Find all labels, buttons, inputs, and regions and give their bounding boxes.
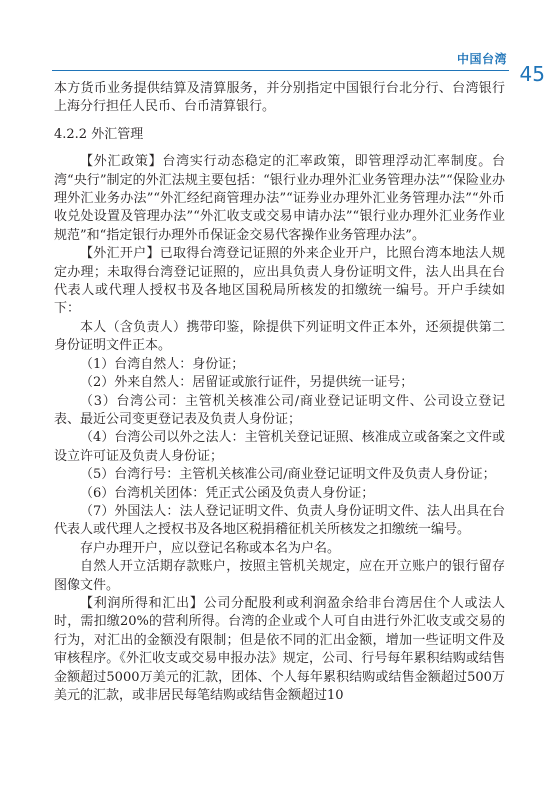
list-item: （7）外国法人：法人登记证明文件、负责人身份证明文件、法人出具在台代表人或代理人之授权书及各地区税捐稽征机关所核发之扣缴统一编号。 <box>54 503 505 538</box>
deposit-note-paragraph: 存户办理开户，应以登记名称或本名为户名。 <box>80 540 341 556</box>
list-item: （4）台湾公司以外之法人：主管机关登记证照、核准成立或备案之文件或设立许可证及负责人身份证； <box>54 430 505 464</box>
running-header-label: 中国台湾 <box>456 52 507 66</box>
section-heading: 4.2.2 外汇管理 <box>54 126 144 142</box>
page-body <box>54 80 505 705</box>
fx-policy-tag: 【外汇政策】 <box>80 154 163 170</box>
list-item: （6）台湾机关团体：凭正式公函及负责人身份证； <box>80 485 375 501</box>
list-item: （1）台湾自然人：身份证； <box>80 356 245 372</box>
intro-paragraph: 本方货币业务提供结算及清算服务，并分别指定中国银行台北分行、台湾银行上海分行担任人民币、台币清算银行。 <box>54 81 505 115</box>
profit-remit-paragraph <box>54 595 505 705</box>
fx-account-paragraph <box>54 245 505 319</box>
list-item: （5）台湾行号：主管机关核准公司/商业登记证明文件及负责人身份证； <box>80 467 496 483</box>
fx-policy-text: 台湾实行动态稳定的汇率政策，即管理浮动汇率制度。台湾“央行”制定的外汇法规主要包括：“银行业办理外汇业务管理办法”“保险业办理外汇业务办法”“外汇经纪商管理办法”“证券业办理外汇业务管理办法”“外币收兑处设置及管理办法”“外汇收支或交易申请办法”“银行业办理外汇业务作业规范”和“指定银行办理外币保证金交易代客操作业务管理办法”。 <box>54 154 505 243</box>
profit-remit-tag: 【利润所得和汇出】 <box>80 595 204 611</box>
fx-account-tag: 【外汇开户】 <box>80 246 160 262</box>
page-number: 45 <box>519 62 545 86</box>
fx-policy-paragraph <box>54 153 505 245</box>
procedure-intro-paragraph: 本人（含负责人）携带印鉴，除提供下列证明文件正本外，还须提供第二身份证明文件正本。 <box>54 319 505 354</box>
profit-remit-text: 公司分配股利或利润盈余给非台湾居住个人或法人时，需扣缴20%的营利所得。台湾的企业或个人可自由进行外汇收支或交易的行为，对汇出的金额没有限制；但是依不同的汇出金额，增加一些证明文件及审核程序。《外汇收支或交易申报办法》规定，公司、行号每年累积结购或结售金额超过5000万美元的汇款，团体、个人每年累积结购或结售金额超过500万美元的汇款，或非居民每笔结购或结售金额超过10 <box>54 595 505 703</box>
natural-person-note-paragraph: 自然人开立活期存款账户，按照主管机关规定，应在开立账户的银行留存图像文件。 <box>54 559 505 593</box>
list-item: （3）台湾公司：主管机关核准公司/商业登记证明文件、公司设立登记表、最近公司变更登记表及负责人身份证； <box>54 393 505 427</box>
fx-account-text: 已取得台湾登记证照的外来企业开户，比照台湾本地法人规定办理；未取得台湾登记证照的，应出具负责人身份证明文件，法人出具在台代表人或代理人授权书及各地区国税局所核发的扣缴统一编号。开户手续如下： <box>54 246 505 317</box>
header-rule <box>52 70 509 71</box>
list-item: （2）外来自然人：居留证或旅行证件，另提供统一证号； <box>80 375 414 391</box>
